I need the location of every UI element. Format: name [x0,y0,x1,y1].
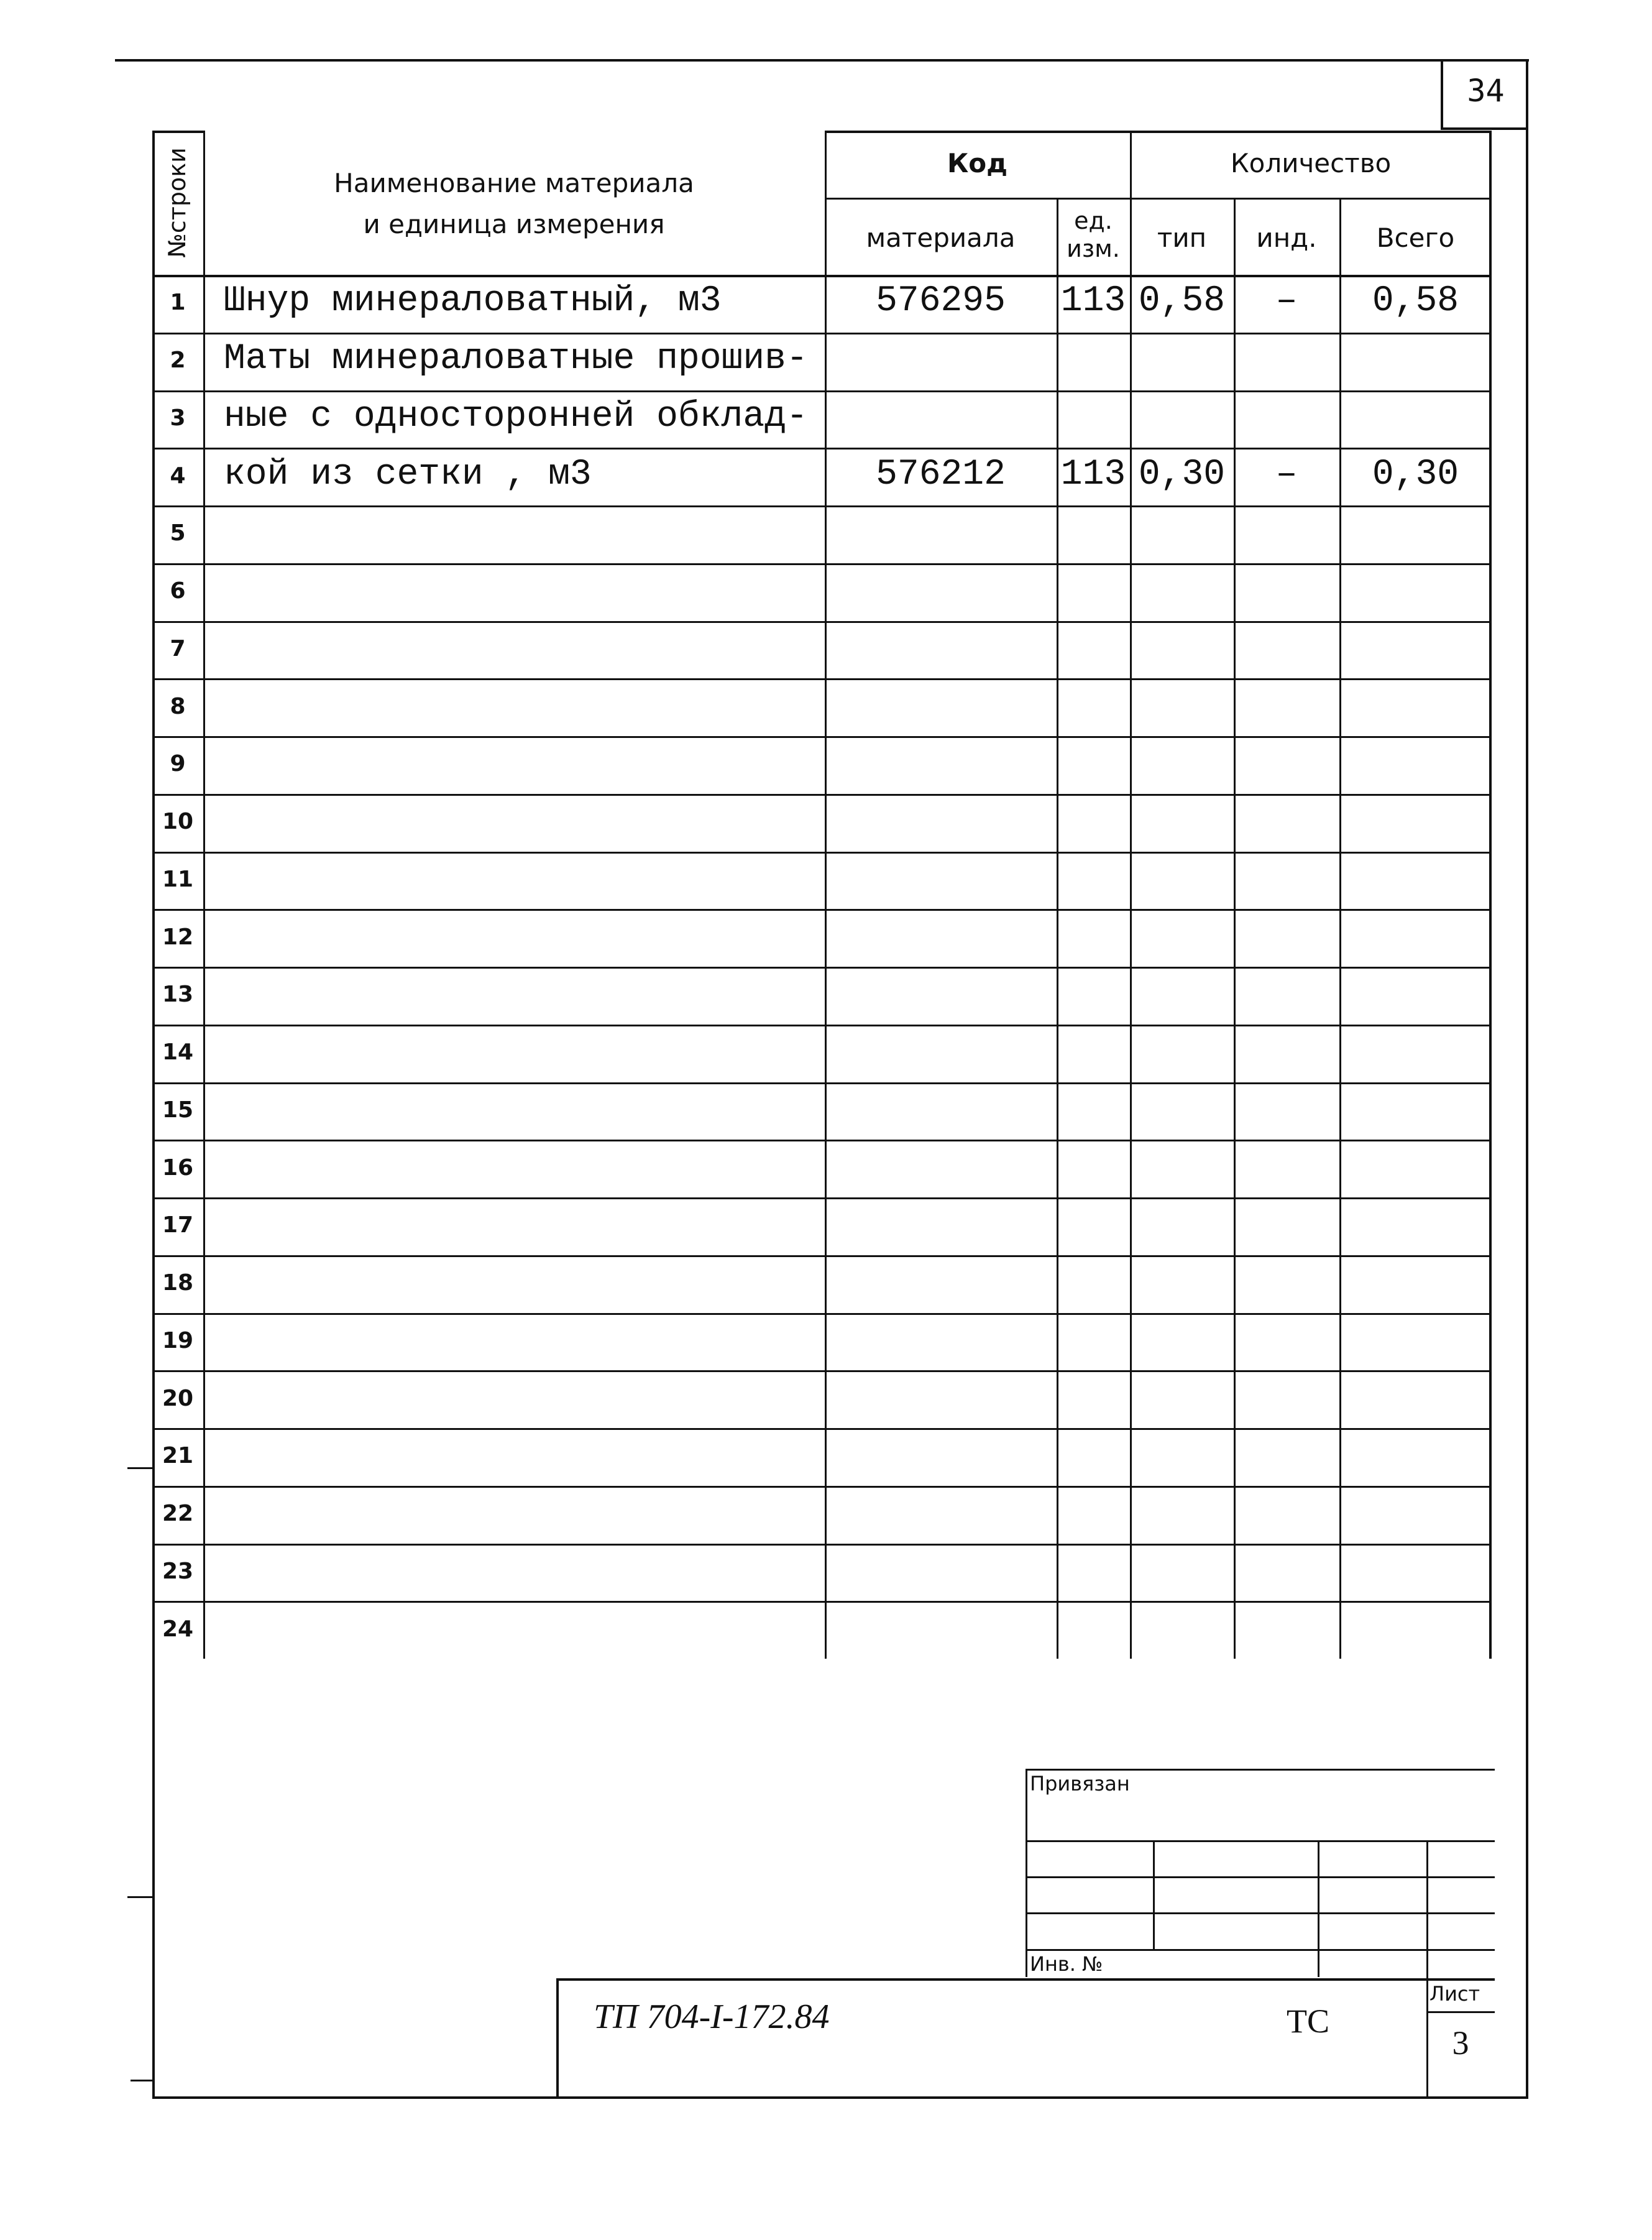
stamp-inv-label: Инв. № [1030,1952,1103,1976]
table-row-line [152,1140,1492,1141]
stamp-line-bound [1026,1769,1495,1771]
material-name: кой из сетки , м3 [224,454,592,495]
binding-mark-2 [127,1896,152,1898]
row-number: 11 [162,866,194,892]
frame-right [1526,59,1528,2098]
stamp-bound-label: Привязан [1030,1772,1130,1795]
table-hline-rownum-top [152,131,203,133]
material-code: 576295 [876,281,1006,322]
material-name: ные с односторонней обклад- [224,396,808,437]
table-row-line [152,1197,1492,1199]
table-row-line [152,448,1492,449]
row-number: 21 [162,1443,194,1469]
header-unit-line2: изм. [1067,235,1120,262]
table-row-line [152,563,1492,565]
table-row-line [152,1255,1492,1257]
table-hline-head-bottom [152,275,1492,277]
row-number: 1 [170,290,186,316]
row-number: 5 [170,520,186,546]
table-row-line [152,967,1492,969]
table-row-line [152,794,1492,796]
row-number: 3 [170,405,186,431]
header-quantity: Количество [1230,148,1392,178]
quantity-ind: – [1275,454,1298,495]
sheet-label-line [1426,2011,1495,2013]
row-number: 6 [170,578,186,604]
binding-mark-1 [127,1467,152,1469]
table-row-line [152,909,1492,911]
section-code: ТС [1287,2003,1330,2040]
stamp-line-2 [1026,1876,1495,1878]
quantity-total: 0,58 [1372,281,1459,322]
header-ind: инд. [1256,223,1317,253]
table-row-line [152,678,1492,680]
table-row-line [152,1486,1492,1488]
table-hline-head-mid [825,198,1492,200]
header-name-line1: Наименование материала [334,168,694,198]
row-number: 22 [162,1501,194,1527]
sheet-number: 3 [1452,2024,1469,2062]
row-number: 17 [162,1212,194,1238]
row-number: 16 [162,1155,194,1181]
table-row-line [152,1313,1492,1315]
row-number: 7 [170,635,186,661]
header-type: тип [1157,223,1207,253]
row-number: 13 [162,982,194,1008]
material-name: Маты минераловатные прошив- [224,339,808,380]
row-number: 19 [162,1327,194,1353]
stamp-line-3 [1026,1912,1495,1914]
frame-top [115,59,1529,62]
unit-code: 113 [1060,281,1126,322]
row-number: 14 [162,1039,194,1066]
header-name-line2: и единица измерения [363,209,665,239]
material-name: Шнур минераловатный, м3 [224,281,722,322]
header-material: материала [866,223,1016,253]
binding-mark-3 [131,2080,152,2081]
header-unit-line1: ед. [1074,207,1113,234]
materials-table [152,131,1492,1659]
table-hline-head-top [825,131,1492,133]
title-block-left [556,1978,559,2098]
table-row-line [152,1370,1492,1372]
frame-bottom [152,2096,1528,2099]
material-code: 576212 [876,454,1006,495]
page-number-box [1441,59,1528,130]
table-vline-5 [1234,198,1236,1659]
table-vline-3 [1057,198,1058,1659]
stamp-vline-2 [1153,1840,1155,1949]
table-row-line [152,1025,1492,1026]
row-number: 4 [170,463,186,489]
stamp-line-4 [1026,1949,1495,1951]
table-row-line [152,736,1492,738]
title-block-top [556,1978,1495,1981]
page-number: 34 [1467,73,1505,109]
stamp-line-1 [1026,1840,1495,1842]
table-row-line [152,390,1492,392]
row-number: 24 [162,1616,194,1642]
table-row-line [152,1601,1492,1603]
row-number: 12 [162,924,194,950]
row-number: 18 [162,1270,194,1296]
header-total: Всего [1376,223,1455,253]
table-row-line [152,1082,1492,1084]
document-code: ТП 704-I-172.84 [594,1998,830,2036]
header-code: Код [947,148,1008,178]
row-number: 20 [162,1385,194,1411]
stamp-vline-3 [1318,1840,1319,1977]
table-row-line [152,621,1492,623]
table-row-line [152,1544,1492,1546]
sheet-label: Лист [1429,1982,1480,2006]
table-row-line [152,333,1492,334]
header-row-number: №строки [163,147,191,258]
table-row-line [152,505,1492,507]
row-number: 10 [162,809,194,835]
row-number: 23 [162,1558,194,1584]
row-number: 8 [170,693,186,719]
row-number: 9 [170,751,186,777]
quantity-type: 0,58 [1138,281,1226,322]
unit-code: 113 [1060,454,1126,495]
table-vline-6 [1339,198,1341,1659]
row-number: 15 [162,1097,194,1123]
stamp-vline-left [1026,1769,1027,1977]
quantity-type: 0,30 [1138,454,1226,495]
row-number: 2 [170,348,186,374]
table-row-line [152,852,1492,854]
table-row-line [152,1428,1492,1430]
quantity-ind: – [1275,281,1298,322]
quantity-total: 0,30 [1372,454,1459,495]
